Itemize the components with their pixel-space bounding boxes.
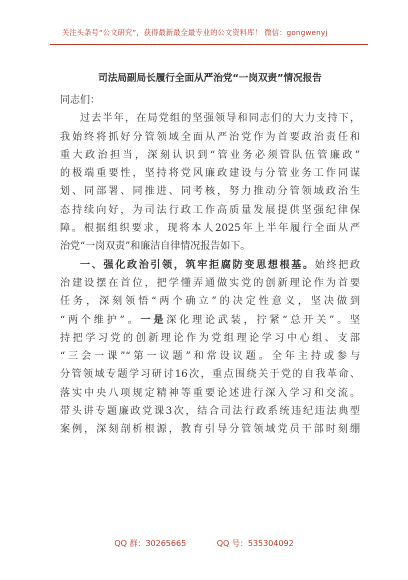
paragraph-line: 落实中央八项规定精神等重要论述进行深入学习和交流。 xyxy=(60,387,360,399)
document-title: 司法局副局长履行全面从严治党“一岗双责”情况报告 xyxy=(98,73,322,84)
paragraph-line: 重大政治担当，深刻认识到“管业务必须管队伍管廉政” xyxy=(60,149,360,161)
paragraph-line: “三会一课”“第一议题”和常设议题。全年主持或参与 xyxy=(60,351,360,363)
point-label: 一是 xyxy=(140,314,167,326)
salutation: 同志们： xyxy=(60,95,100,106)
paragraph-line: 态持续向好，为司法行政工作高质量发展提供坚强纪律保 xyxy=(60,204,360,216)
paragraph-line: 治党“一岗双责”和廉洁自律情况报告如下。 xyxy=(60,241,251,253)
paragraph-text: “两个维护”。 xyxy=(60,314,141,326)
paragraph-line: 分管领域专题学习研讨16次，重点围绕关于党的自我革命、 xyxy=(60,369,360,381)
document-body xyxy=(60,92,360,440)
footer-qq-group: QQ 群：30265665 xyxy=(114,539,187,548)
paragraph-line: 我始终将抓好分管领域全面从严治党作为首要政治责任和 xyxy=(60,131,360,143)
point-text: 深化理论武装，拧紧“总开关”。坚 xyxy=(166,314,360,326)
header-divider xyxy=(50,44,368,45)
paragraph-line: 任务，深刻领悟“两个确立”的决定性意义，坚决做到 xyxy=(60,296,360,308)
footer-qq-number: QQ 号：535304092 xyxy=(216,539,294,548)
section-heading: 一、强化政治引领，筑牢拒腐防变思想根基。 xyxy=(80,259,315,271)
footer xyxy=(0,538,408,549)
paragraph-line: 治建设摆在首位，把学懂弄通做实党的创新理论作为首要 xyxy=(60,277,360,289)
paragraph-line: 案例，深刻剖析根源，教育引导分管领域党员干部时刻绷 xyxy=(60,424,360,436)
section-heading-line xyxy=(60,257,360,275)
header-banner: 关注头条号“公文研究”，获得最新最全最专业的公文资料库！ 微信：gongwenyj xyxy=(62,28,328,37)
paragraph-line: 的极端重要性，坚持将党风廉政建设与分管业务工作同谋 xyxy=(60,168,360,180)
paragraph-line: 持把学习党的创新理论作为党组理论学习中心组、支部 xyxy=(60,332,360,344)
paragraph-line xyxy=(60,312,360,330)
paragraph-line: 带头讲专题廉政党课3次，结合司法行政系统违纪违法典型 xyxy=(60,406,360,418)
paragraph-line: 障。根据组织要求，现将本人2025年上半年履行全面从严 xyxy=(60,223,360,235)
section-text: 始终把政 xyxy=(314,259,360,271)
paragraph-line: 划、同部署、同推进、同考核，努力推动分管领域政治生 xyxy=(60,186,360,198)
paragraph-line: 过去半年，在局党组的坚强领导和同志们的大力支持下， xyxy=(80,113,360,125)
